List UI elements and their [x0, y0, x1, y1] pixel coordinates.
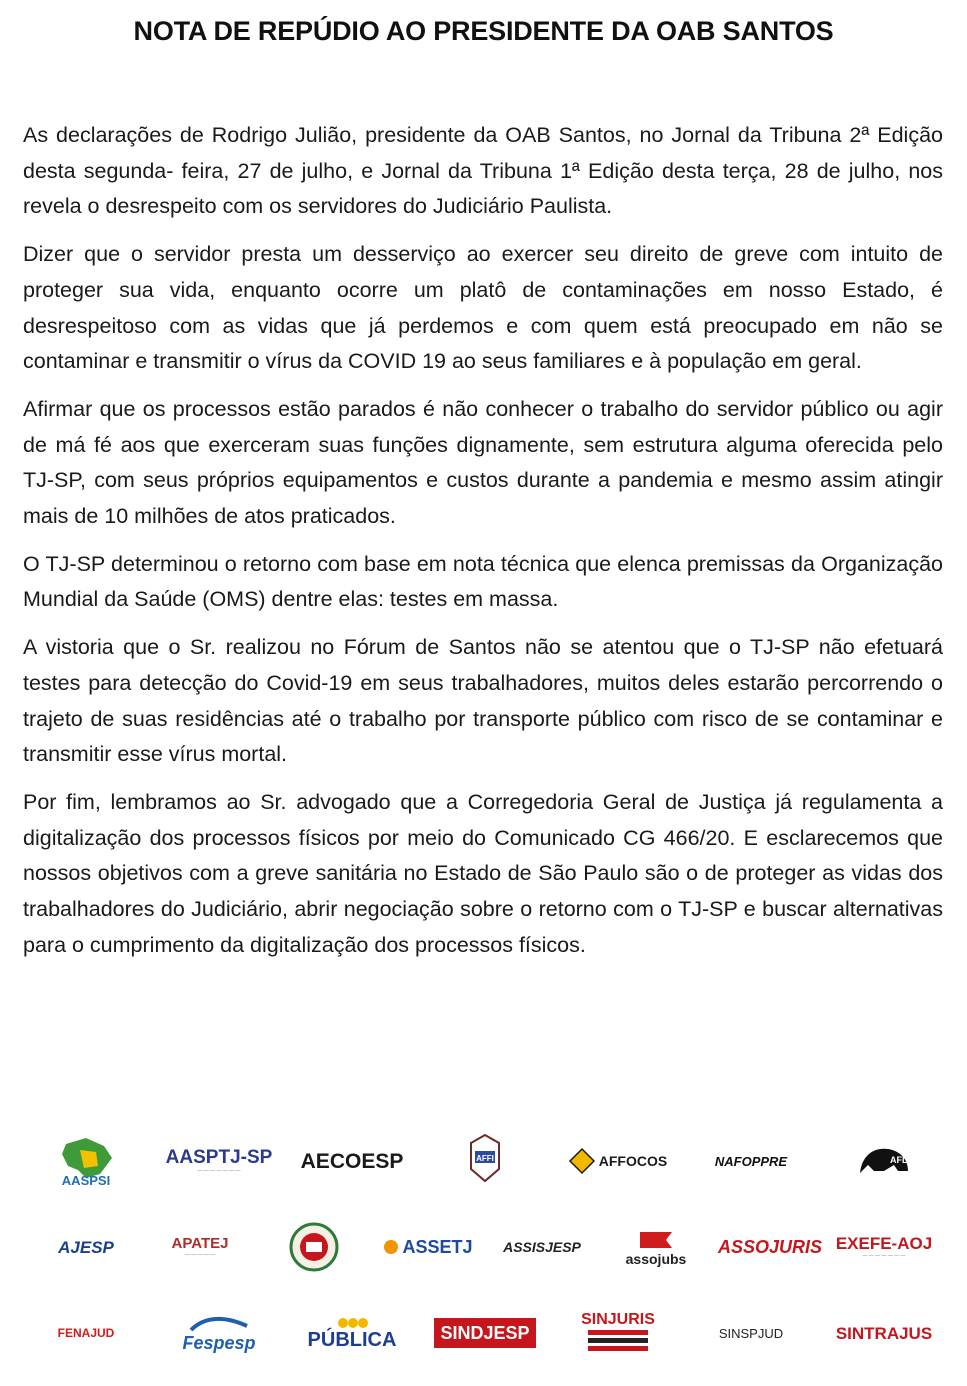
logo-label: Fespesp [182, 1333, 256, 1353]
logo-label: NAFOPPRE [714, 1153, 788, 1169]
document-body [23, 118, 943, 975]
logo-label: SINTRAJUS [835, 1323, 933, 1343]
logo-label: SINSPJUD [718, 1325, 784, 1341]
rhino-icon [854, 1141, 918, 1181]
logo-apatej [144, 1213, 256, 1281]
logo-fenajud [30, 1299, 142, 1367]
document-title: NOTA DE REPÚDIO AO PRESIDENTE DA OAB SANTOS [133, 16, 834, 46]
logo-label: AFFI [476, 1154, 494, 1163]
logo-label: APATEJ [171, 1234, 229, 1252]
logo-label: AASPSI [61, 1172, 111, 1188]
logo-affocos [562, 1127, 674, 1195]
logo-sinspjud [695, 1299, 807, 1367]
logo-subtitle: — — — — — [184, 1251, 216, 1258]
diamond-icon [569, 1148, 595, 1174]
logo-label: ASSOJURIS [717, 1237, 823, 1257]
logo-fespesp [163, 1299, 275, 1367]
flag-icon [636, 1228, 676, 1252]
logo-label: ASSETJ [402, 1237, 473, 1257]
logo-label: FENAJUD [57, 1326, 115, 1340]
paragraph-2: Dizer que o servidor presta um desserviço ao exercer seu direito de greve com intuito de proteger sua vida, enquanto ocorre um platô de contaminações em nosso Estado, é desrespeitoso com as vidas que já perdemos e com quem está preocupado em não se contaminar e transmitir o vírus da COVID 19 ao seus familiares e à população em geral. [23, 242, 943, 374]
logo-ajesp [30, 1213, 142, 1281]
crest-icon [465, 1133, 505, 1189]
paragraph-5: A vistoria que o Sr. realizou no Fórum de Santos não se atentou que o TJ-SP não efetuará testes para detecção do Covid-19 em seus trabalhadores, muitos deles estarão percorrendo o trajeto de suas residências até o trabalho por transporte público com risco de se contaminar e transmitir esse vírus mortal. [23, 635, 943, 767]
circle-icon [383, 1239, 399, 1255]
seal-icon [289, 1222, 339, 1272]
wave-icon [189, 1314, 249, 1334]
logo-label: SINJURIS [581, 1311, 655, 1328]
logo-assojuris [714, 1213, 826, 1281]
logo-row-3 [30, 1297, 940, 1369]
flag-stripes-icon [588, 1328, 648, 1354]
logo-subtitle: — — — — — — — [197, 1167, 241, 1174]
signatory-logos [30, 1125, 940, 1370]
logo-aasptj-sp [163, 1127, 275, 1195]
logo-afdia [828, 1127, 940, 1195]
paragraph-4: O TJ-SP determinou o retorno com base em nota técnica que elenca premissas da Organização Mundial da Saúde (OMS) dentre elas: testes em massa. [23, 551, 943, 612]
logo-label: AECOESP [300, 1149, 404, 1173]
logo-row-1 [30, 1125, 940, 1197]
logo-assetj [372, 1213, 484, 1281]
logo-label: AFFOCOS [598, 1153, 668, 1169]
logo-aaspsi [30, 1127, 142, 1195]
logo-affi [429, 1127, 541, 1195]
logo-sindjesp [429, 1299, 541, 1367]
logo-label: EXEFE-AOJ [835, 1233, 933, 1253]
logo-label: AFDIA [890, 1155, 918, 1165]
paragraph-6: Por fim, lembramos ao Sr. advogado que a Corregedoria Geral de Justiça já regulamenta a digitalização dos processos físicos por meio do Comunicado CG 466/20. E esclarecemos que nossos objetivos com a greve sanitária no Estado de São Paulo são o de proteger as vidas dos trabalhadores do Judiciário, abrir negociação sobre o retorno com o TJ-SP e buscar alternativas para o cumprimento da digitalização dos processos físicos. [23, 789, 943, 957]
logo-label: ASSISJESP [503, 1239, 581, 1255]
logo-assisjesp [486, 1213, 598, 1281]
paragraph-3: Afirmar que os processos estão parados é não conhecer o trabalho do servidor público ou agir de má fé aos que exerceram suas funções dignamente, sem estrutura alguma oferecida pelo TJ-SP, com seus próprios equipamentos e custos durante a pandemia e mesmo assim atingir mais de 10 milhões de atos praticados. [23, 396, 943, 529]
logo-sintrajus [828, 1299, 940, 1367]
logo-row-2 [30, 1211, 940, 1283]
logo-label: AASPTJ-SP [165, 1146, 273, 1168]
people-icon [327, 1316, 377, 1330]
paragraph-1: As declarações de Rodrigo Julião, presidente da OAB Santos, no Jornal da Tribuna 2ª Edição desta segunda- feira, 27 de julho, e Jornal da Tribuna 1ª Edição desta terça, 28 de julho, nos revela o desrespeito com os servidores do Judiciário Paulista. [23, 123, 943, 219]
logo-nafoppre [695, 1127, 807, 1195]
logo-seal [258, 1213, 370, 1281]
logo-label: SINDJESP [434, 1318, 535, 1348]
logo-label: assojubs [625, 1251, 687, 1267]
logo-publica [296, 1299, 408, 1367]
logo-label: PÚBLICA [307, 1329, 397, 1351]
logo-aecoesp [296, 1127, 408, 1195]
logo-subtitle: — — — — — — — [862, 1252, 906, 1259]
logo-exefe-aoj [828, 1213, 940, 1281]
logo-assojubs [600, 1213, 712, 1281]
logo-label: AJESP [58, 1237, 114, 1257]
logo-sinjuris [562, 1299, 674, 1367]
